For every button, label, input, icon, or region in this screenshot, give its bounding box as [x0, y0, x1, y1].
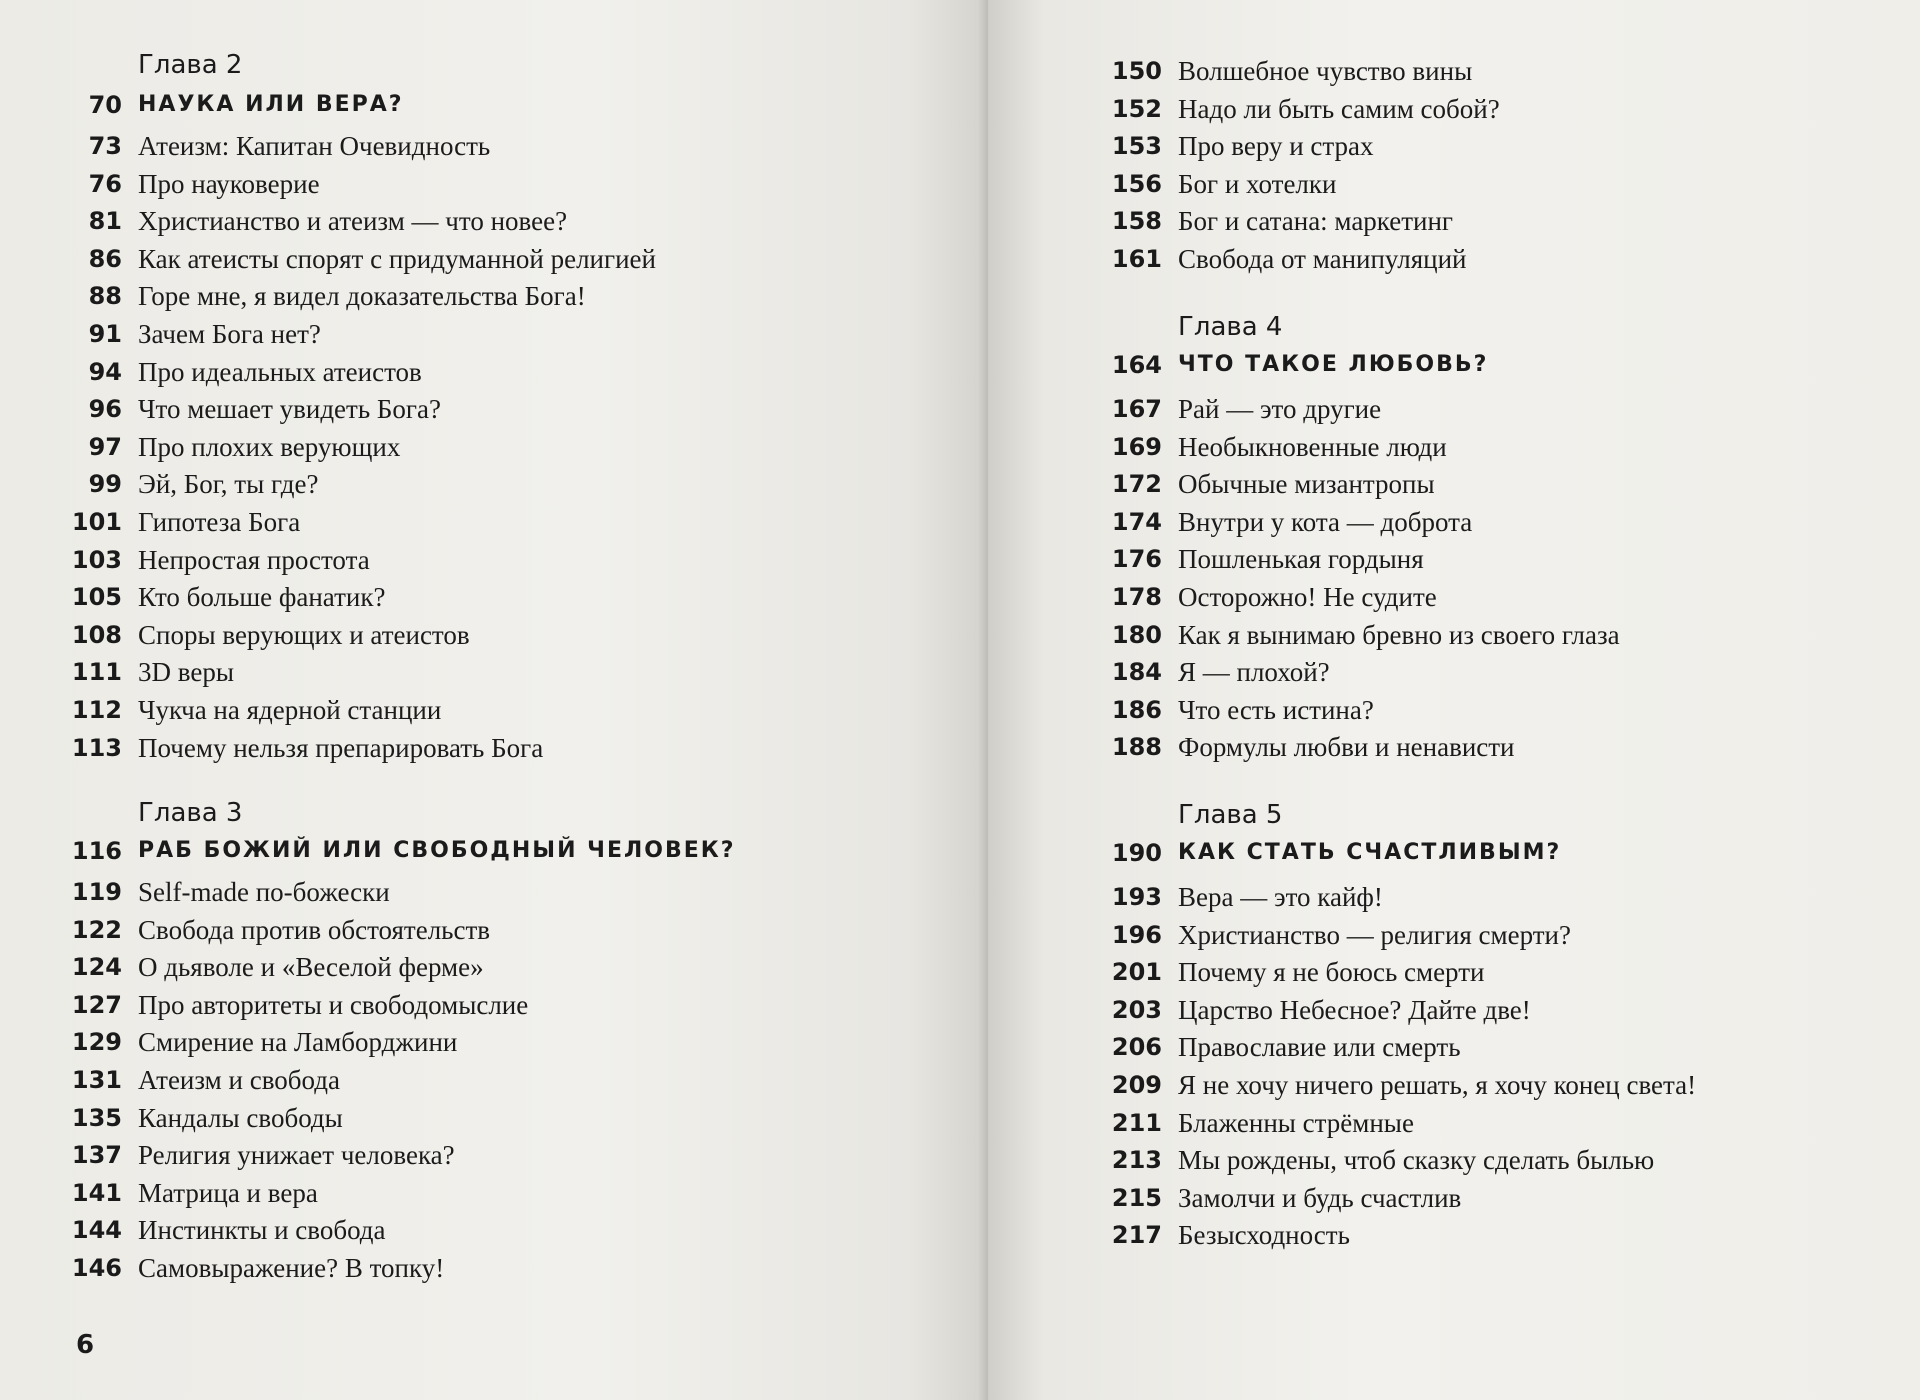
page-number: 141: [71, 1178, 122, 1207]
page-number: 176: [1111, 545, 1162, 574]
page-number: 86: [88, 244, 122, 273]
entry-title: Православие или смерть: [1178, 1032, 1461, 1063]
page-number: 152: [1111, 94, 1162, 123]
chapter-title: РАБ БОЖИЙ ИЛИ СВОБОДНЫЙ ЧЕЛОВЕК?: [138, 838, 736, 863]
entry-title: Надо ли быть самим собой?: [1178, 93, 1500, 124]
chapter-4-label: Глава 4: [1178, 312, 1283, 342]
page-number: 105: [71, 583, 122, 612]
page-number: 196: [1111, 920, 1162, 949]
entry-title: Царство Небесное? Дайте две!: [1178, 994, 1531, 1025]
entry-title: Необыкновенные люди: [1178, 431, 1447, 462]
page-number: 201: [1111, 958, 1162, 987]
entry-title: Внутри у кота — доброта: [1178, 506, 1473, 537]
page-number: 96: [88, 395, 122, 424]
page-number: 103: [71, 545, 122, 574]
entry-title: Почему я не боюсь смерти: [1178, 957, 1485, 988]
entry-title: Религия унижает человека?: [138, 1140, 455, 1171]
page-number: 174: [1111, 507, 1162, 536]
page-number: 153: [1111, 132, 1162, 161]
page-number: 119: [71, 878, 122, 906]
entry-title: Бог и сатана: маркетинг: [1178, 206, 1454, 237]
page-number: 203: [1111, 995, 1162, 1024]
entry-title: Пошленькая гордыня: [1178, 544, 1424, 575]
page-number: 211: [1111, 1108, 1162, 1137]
page-number: 111: [71, 658, 122, 687]
page-number: 131: [71, 1066, 122, 1094]
chapter-3-label: Глава 3: [138, 798, 243, 828]
entry-title: 3D веры: [138, 657, 234, 688]
page-number: 81: [88, 207, 122, 236]
chapter-title: КАК СТАТЬ СЧАСТЛИВЫМ?: [1178, 840, 1562, 865]
entry-title: Смирение на Ламборджини: [138, 1027, 458, 1058]
entry-title: Рай — это другие: [1178, 394, 1382, 424]
page-number: 116: [71, 837, 122, 865]
page-number: 70: [88, 91, 122, 119]
entry-title: Про авторитеты и свободомыслие: [138, 989, 529, 1020]
entry-title: Самовыражение? В топку!: [138, 1253, 445, 1283]
page-number: 124: [71, 953, 122, 982]
page-number: 144: [71, 1216, 122, 1245]
page-number: 112: [71, 696, 122, 724]
entry-title: Про идеальных атеистов: [138, 356, 422, 387]
page-number: 129: [71, 1028, 122, 1057]
page-number: 94: [88, 357, 122, 386]
page-number: 108: [71, 620, 122, 649]
entry-title: Матрица и вера: [138, 1177, 318, 1208]
chapter-2-label: Глава 2: [138, 50, 243, 80]
entry-title: Атеизм: Капитан Очевидность: [138, 131, 491, 161]
entry-title: Свобода от манипуляций: [1178, 244, 1467, 274]
page-number: 217: [1111, 1221, 1162, 1250]
entry-title: Почему нельзя препарировать Бога: [138, 732, 544, 763]
entry-title: Безысходность: [1178, 1220, 1350, 1251]
entry-title: Инстинкты и свобода: [138, 1215, 386, 1246]
entry-title: Осторожно! Не судите: [1178, 582, 1437, 612]
entry-title: Христианство — религия смерти?: [1178, 919, 1571, 950]
page-number: 178: [1111, 583, 1162, 611]
entry-title: Обычные мизантропы: [1178, 469, 1435, 500]
page-number: 73: [88, 132, 122, 160]
entry-title: Мы рождены, чтоб сказку сделать былью: [1178, 1145, 1655, 1176]
entry-title: О дьяволе и «Веселой ферме»: [138, 952, 484, 983]
page-number: 184: [1111, 658, 1162, 687]
entry-title: Волшебное чувство вины: [1178, 56, 1473, 86]
page-number: 161: [1111, 245, 1162, 273]
entry-title: Блаженны стрёмные: [1178, 1107, 1414, 1138]
page-folio: 6: [76, 1330, 95, 1360]
entry-title: Свобода против обстоятельств: [138, 914, 491, 945]
page-number: 88: [88, 282, 122, 311]
entry-title: Чукча на ядерной станции: [138, 695, 442, 725]
entry-title: Как я вынимаю бревно из своего глаза: [1178, 619, 1620, 650]
page-number: 215: [1111, 1183, 1162, 1212]
page-number: 156: [1111, 169, 1162, 198]
entry-title: Self-made по-божески: [138, 877, 390, 907]
page-number: 188: [1111, 733, 1162, 762]
page-number: 97: [88, 432, 122, 461]
page-number: 180: [1111, 620, 1162, 649]
page-number: 164: [1111, 351, 1162, 379]
entry-title: Что мешает увидеть Бога?: [138, 394, 441, 425]
page-number: 137: [71, 1141, 122, 1170]
entry-title: Про плохих верующих: [138, 431, 401, 462]
entry-title: Бог и хотелки: [1178, 168, 1337, 199]
entry-title: Горе мне, я видел доказательства Бога!: [138, 281, 586, 312]
entry-title: Про веру и страх: [1178, 131, 1374, 162]
page-number: 193: [1111, 883, 1162, 911]
entry-title: Непростая простота: [138, 544, 370, 575]
entry-title: Зачем Бога нет?: [138, 319, 321, 349]
page-number: 169: [1111, 432, 1162, 461]
page-number: 76: [88, 169, 122, 198]
entry-title: Эй, Бог, ты где?: [138, 469, 319, 500]
page-number: 91: [88, 320, 122, 348]
entry-title: Как атеисты спорят с придуманной религией: [138, 243, 656, 274]
page-number: 158: [1111, 207, 1162, 236]
entry-title: Формулы любви и ненависти: [1178, 732, 1515, 763]
right-page: [988, 0, 1920, 1400]
page-number: 186: [1111, 695, 1162, 724]
page-number: 209: [1111, 1071, 1162, 1099]
entry-title: Замолчи и будь счастлив: [1178, 1182, 1462, 1213]
page-number: 167: [1111, 395, 1162, 423]
entry-title: Я — плохой?: [1178, 657, 1330, 688]
page-number: 150: [1111, 57, 1162, 85]
page-number: 135: [71, 1103, 122, 1132]
page-number: 113: [71, 733, 122, 762]
entry-title: Атеизм и свобода: [138, 1065, 340, 1095]
page-number: 206: [1111, 1033, 1162, 1062]
entry-title: Что есть истина?: [1178, 694, 1374, 725]
entry-title: Кто больше фанатик?: [138, 582, 386, 613]
entry-title: Кандалы свободы: [138, 1102, 343, 1133]
page-number: 172: [1111, 470, 1162, 499]
page-number: 101: [71, 508, 122, 536]
entry-title: Христианство и атеизм — что новее?: [138, 206, 568, 237]
chapter-title: НАУКА ИЛИ ВЕРА?: [138, 92, 404, 117]
page-number: 122: [71, 915, 122, 944]
page-number: 190: [1111, 839, 1162, 867]
entry-title: Я не хочу ничего решать, я хочу конец света!: [1178, 1070, 1697, 1100]
chapter-5-label: Глава 5: [1178, 800, 1283, 830]
chapter-title: ЧТО ТАКОЕ ЛЮБОВЬ?: [1178, 352, 1489, 377]
entry-title: Про науковерие: [138, 168, 320, 199]
entry-title: Споры верующих и атеистов: [138, 619, 470, 650]
entry-title: Вера — это кайф!: [1178, 882, 1383, 912]
page-number: 146: [71, 1254, 122, 1282]
page-number: 99: [88, 470, 122, 499]
page-number: 127: [71, 990, 122, 1019]
page-number: 213: [1111, 1146, 1162, 1175]
entry-title: Гипотеза Бога: [138, 507, 301, 537]
